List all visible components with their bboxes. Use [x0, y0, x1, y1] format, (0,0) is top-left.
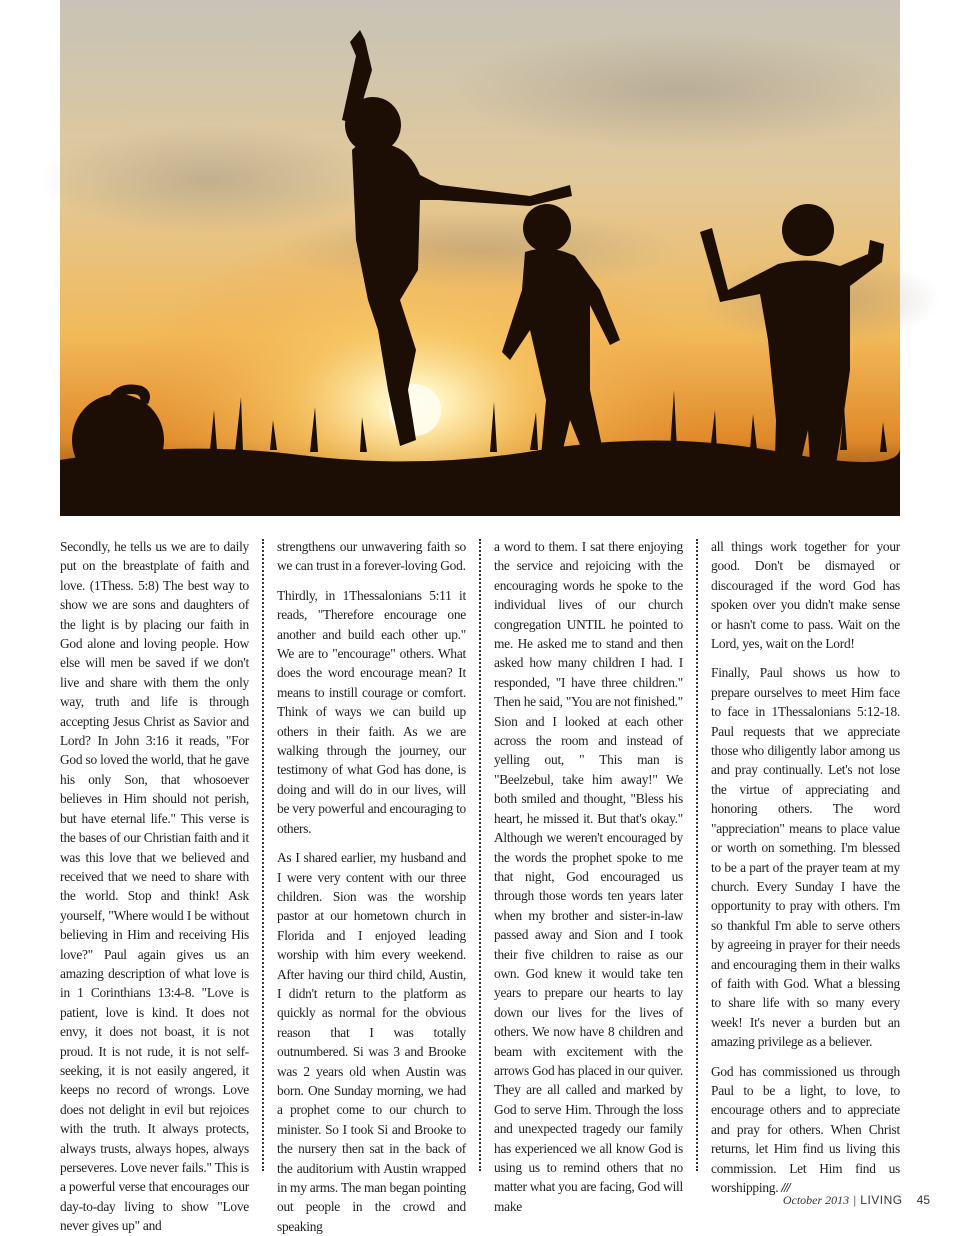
- footer-separator: |: [853, 1193, 857, 1207]
- issue-date: October 2013: [782, 1193, 850, 1207]
- article-column-4: [711, 537, 900, 1195]
- paragraph: Thirdly, in 1Thessalonians 5:11 it reads, "Therefore encourage one another and build each other up." We are to "encourage" others. What does the word encourage mean? It means to instill courage or comfort. Think of ways we can build up others in their faith. As we are walking through the journey, our testimony of what God has done, is doing and will do in our lives, will be very powerful and encouraging to others.: [277, 587, 466, 836]
- paragraph: Finally, Paul shows us how to prepare ourselves to meet Him face to face in 1Thessalonians 5:12-18. Paul requests that we appreciate those who diligently labor among us and pray continually. Let's not lose the virtue of appreciating and honoring others. The word "appreciation" means to place value or worth on something. I'm blessed to be a part of the prayer team at my church. Every Sunday I have the opportunity to pray with others. I'm so thankful I'm able to serve others by agreeing in prayer for their needs and encouraging them in their walks of faith with God. What a blessing to share life with so many every week! It's never a burden but an amazing privilege as a believer.: [711, 665, 900, 1050]
- paragraph: a word to them. I sat there enjoying the service and rejoicing with the encouraging words he spoke to the individual lives of our church congregation UNTIL he pointed to me. He asked me to stand and then asked how many children I had. I responded, "I have three children." Then he said, "You are not finished." Sion and I looked at each other across the room and instead of yelling out, " This man is "Beelzebul, take him away!" We both smiled and thought, "Bless his heart, he missed it. But that's okay." Although we weren't encouraged by the words the prophet spoke to me that night, God encouraged us through those words ten years later when my brother and sister-in-law passed away and Sion and I took their five children to raise as our own. God knew it would take ten years to prepare our hearts to lay down our lives for the lives of others. We now have 8 children and beam with excitement with the arrows God has placed in our quiver. They are all called and marked by God to serve Him. Through the loss and unexpected tragedy our family has experienced we all know God is using us to remind others that no matter what you are facing, God will make: [494, 539, 683, 1214]
- magazine-name: LIVING: [860, 1193, 903, 1207]
- page-number: 45: [916, 1193, 930, 1207]
- article-column-2: [277, 537, 466, 1234]
- hero-photo: [60, 0, 900, 516]
- paragraph: Secondly, he tells us we are to daily put on the breastplate of faith and love. (1Thess. 5:8) The best way to show we are sons and daughters of the light is by placing our faith in God alone and loving people. How else will men be saved if we don't live and share with them the only way, truth and life is through accepting Jesus Christ as Savior and Lord? In John 3:16 it reads, "For God so loved the world, that he gave his only Son, that whosoever believes in Him should not perish, but have eternal life." This verse is the bases of our Christian faith and it was this love that we believed and received that we need to share with the world. Stop and think! Ask yourself, "Where would I be without believing in Him and receiving His love?" Paul again gives us an amazing description of what love is in 1 Corinthians 13:4-8. "Love is patient, love is kind. It does not envy, it does not boast, it is not proud. It is not rude, it is not self-seeking, it is not easily angered, it keeps no record of wrongs. Love does not delight in evil but rejoices with the truth. It always protects, always trusts, always hopes, always perseveres. Love never fails." This is a powerful verse that encourages our day-to-day living to show "Love never gives up" and: [60, 539, 249, 1234]
- paragraph: all things work together for your good. Don't be dismayed or discouraged if the word God has spoken over you didn't make sense or hasn't come to pass. Wait on the Lord, yes, wait on the Lord!: [711, 539, 900, 652]
- children-jumping-sunset-image: [60, 0, 900, 516]
- paragraph: strengthens our unwavering faith so we can trust in a forever-loving God.: [277, 539, 466, 574]
- article-column-3: [494, 537, 683, 1214]
- column-divider: [479, 539, 481, 1171]
- paragraph-text: God has commissioned us through Paul to be a light, to love, to encourage others and to appreciate and pray for others. When Christ returns, let Him find us living this commission. Let Him find us worshipping.: [711, 1063, 900, 1195]
- page-footer: [783, 1193, 930, 1208]
- end-of-article-mark: ///: [781, 1180, 790, 1195]
- column-divider: [696, 539, 698, 1171]
- paragraph: As I shared earlier, my husband and I were very content with our three children. Sion was the worship pastor at our hometown church in Florida and I enjoyed leading worship with him every weekend. After having our third child, Austin, I didn't return to the platform as quickly as normal for the obvious reason that I was totally outnumbered. Si was 3 and Brooke was 2 years old when Austin was born. One Sunday morning, we had a prophet come to our church to minister. So I took Si and Brooke to the nursery then sat in the back of the auditorium with Austin wrapped in my arms. The man began pointing out people in the crowd and speaking: [277, 850, 466, 1234]
- article-column-1: [60, 537, 249, 1234]
- paragraph-final: [711, 1062, 900, 1198]
- column-divider: [262, 539, 264, 1171]
